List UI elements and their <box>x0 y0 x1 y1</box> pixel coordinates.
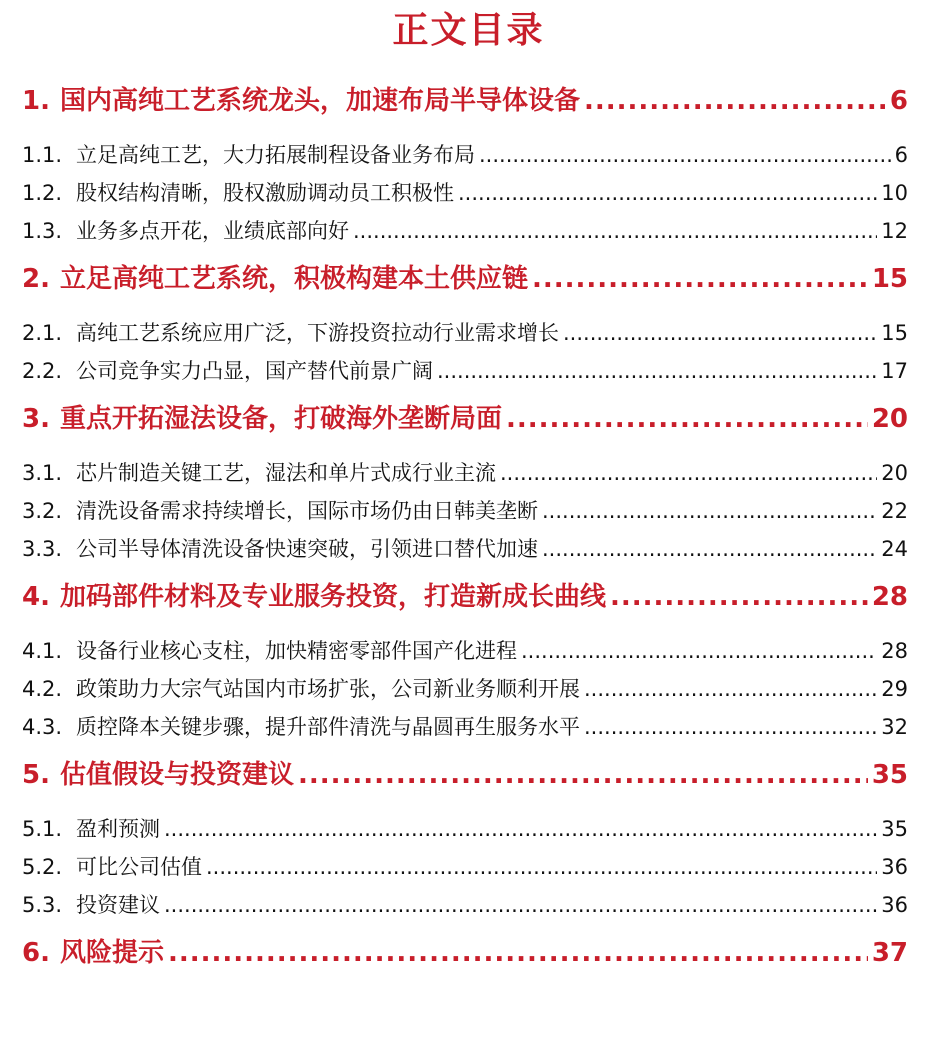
subsection-page-number: 6 <box>894 143 908 167</box>
subsection-title: 高纯工艺系统应用广泛，下游投资拉动行业需求增长 <box>76 321 559 345</box>
chapter-page-number: 35 <box>871 760 908 790</box>
subsection-title: 盈利预测 <box>76 817 160 841</box>
dot-leader <box>584 708 877 746</box>
dot-leader <box>584 670 877 708</box>
subsection-number: 2.2. <box>22 359 63 383</box>
subsection-number: 3.2. <box>22 499 63 523</box>
subsection-page-number: 15 <box>881 321 908 345</box>
dot-leader <box>479 136 891 174</box>
toc-subsection-entry[interactable] <box>22 174 908 212</box>
subsection-number: 5.3. <box>22 893 63 917</box>
subsection-page-number: 12 <box>881 219 908 243</box>
toc-subsection-entry[interactable] <box>22 492 908 530</box>
toc-subsection-list <box>22 444 908 572</box>
subsection-number: 1.2. <box>22 181 63 205</box>
subsection-page-number: 10 <box>881 181 908 205</box>
chapter-number: 1. <box>22 86 50 116</box>
subsection-title: 清洗设备需求持续增长，国际市场仍由日韩美垄断 <box>76 499 538 523</box>
subsection-page-number: 35 <box>881 817 908 841</box>
dot-leader <box>542 492 877 530</box>
toc-section <box>22 76 908 254</box>
subsection-title: 可比公司估值 <box>76 855 202 879</box>
toc-subsection-entry[interactable] <box>22 314 908 352</box>
subsection-page-number: 20 <box>881 461 908 485</box>
subsection-number: 4.3. <box>22 715 63 739</box>
chapter-title: 国内高纯工艺系统龙头，加速布局半导体设备 <box>60 86 581 116</box>
toc-section <box>22 394 908 572</box>
dot-leader <box>164 886 877 924</box>
subsection-title: 设备行业核心支柱，加快精密零部件国产化进程 <box>76 639 517 663</box>
dot-leader <box>164 810 877 848</box>
toc-chapter-entry[interactable] <box>22 928 908 978</box>
subsection-number: 4.2. <box>22 677 63 701</box>
toc-subsection-list <box>22 304 908 394</box>
toc-subsection-list <box>22 126 908 254</box>
toc-subsection-list <box>22 622 908 750</box>
subsection-title: 公司竞争实力凸显，国产替代前景广阔 <box>76 359 433 383</box>
toc-chapter-entry[interactable] <box>22 254 908 304</box>
toc-subsection-entry[interactable] <box>22 886 908 924</box>
subsection-number: 5.2. <box>22 855 63 879</box>
subsection-page-number: 28 <box>881 639 908 663</box>
subsection-number: 3.3. <box>22 537 63 561</box>
dot-leader <box>584 76 886 126</box>
chapter-title: 加码部件材料及专业服务投资，打造新成长曲线 <box>60 582 607 612</box>
toc-subsection-entry[interactable] <box>22 670 908 708</box>
dot-leader <box>298 750 868 800</box>
toc-subsection-entry[interactable] <box>22 136 908 174</box>
dot-leader <box>521 632 877 670</box>
dot-leader <box>353 212 877 250</box>
subsection-page-number: 29 <box>881 677 908 701</box>
subsection-number: 4.1. <box>22 639 63 663</box>
toc-section <box>22 750 908 928</box>
subsection-title: 立足高纯工艺，大力拓展制程设备业务布局 <box>76 143 475 167</box>
chapter-page-number: 15 <box>871 264 908 294</box>
dot-leader <box>458 174 877 212</box>
toc-subsection-entry[interactable] <box>22 810 908 848</box>
dot-leader <box>610 572 868 622</box>
toc-chapter-entry[interactable] <box>22 750 908 800</box>
subsection-number: 1.1. <box>22 143 63 167</box>
chapter-title: 估值假设与投资建议 <box>60 760 295 790</box>
toc-section <box>22 572 908 750</box>
subsection-page-number: 17 <box>881 359 908 383</box>
subsection-page-number: 32 <box>881 715 908 739</box>
toc-list <box>22 76 908 978</box>
chapter-title: 风险提示 <box>60 938 165 968</box>
dot-leader <box>500 454 877 492</box>
toc-subsection-entry[interactable] <box>22 632 908 670</box>
subsection-title: 质控降本关键步骤，提升部件清洗与晶圆再生服务水平 <box>76 715 580 739</box>
chapter-page-number: 6 <box>889 86 908 116</box>
chapter-page-number: 28 <box>871 582 908 612</box>
dot-leader <box>563 314 877 352</box>
toc-chapter-entry[interactable] <box>22 76 908 126</box>
dot-leader <box>506 394 868 444</box>
chapter-title: 重点开拓湿法设备，打破海外垄断局面 <box>60 404 503 434</box>
toc-section <box>22 254 908 394</box>
subsection-title: 业务多点开花，业绩底部向好 <box>76 219 349 243</box>
toc-chapter-entry[interactable] <box>22 572 908 622</box>
dot-leader <box>206 848 877 886</box>
toc-subsection-list <box>22 800 908 928</box>
toc-title: 正文目录 <box>392 10 545 51</box>
subsection-page-number: 36 <box>881 893 908 917</box>
subsection-number: 3.1. <box>22 461 63 485</box>
subsection-title: 政策助力大宗气站国内市场扩张，公司新业务顺利开展 <box>76 677 580 701</box>
subsection-title: 公司半导体清洗设备快速突破，引领进口替代加速 <box>76 537 538 561</box>
chapter-page-number: 37 <box>871 938 908 968</box>
toc-section <box>22 928 908 978</box>
chapter-number: 3. <box>22 404 50 434</box>
dot-leader <box>542 530 877 568</box>
subsection-page-number: 22 <box>881 499 908 523</box>
toc-subsection-entry[interactable] <box>22 212 908 250</box>
chapter-number: 5. <box>22 760 50 790</box>
subsection-title: 股权结构清晰，股权激励调动员工积极性 <box>76 181 454 205</box>
toc-subsection-entry[interactable] <box>22 454 908 492</box>
subsection-number: 1.3. <box>22 219 63 243</box>
subsection-number: 2.1. <box>22 321 63 345</box>
toc-chapter-entry[interactable] <box>22 394 908 444</box>
subsection-page-number: 36 <box>881 855 908 879</box>
toc-subsection-entry[interactable] <box>22 708 908 746</box>
chapter-number: 4. <box>22 582 50 612</box>
dot-leader <box>168 928 868 978</box>
toc-subsection-entry[interactable] <box>22 530 908 568</box>
toc-subsection-entry[interactable] <box>22 352 908 390</box>
chapter-number: 2. <box>22 264 50 294</box>
dot-leader <box>532 254 868 304</box>
subsection-number: 5.1. <box>22 817 63 841</box>
chapter-title: 立足高纯工艺系统，积极构建本土供应链 <box>60 264 529 294</box>
dot-leader <box>437 352 877 390</box>
subsection-title: 芯片制造关键工艺，湿法和单片式成行业主流 <box>76 461 496 485</box>
chapter-number: 6. <box>22 938 50 968</box>
subsection-title: 投资建议 <box>76 893 160 917</box>
subsection-page-number: 24 <box>881 537 908 561</box>
chapter-page-number: 20 <box>871 404 908 434</box>
toc-subsection-entry[interactable] <box>22 848 908 886</box>
